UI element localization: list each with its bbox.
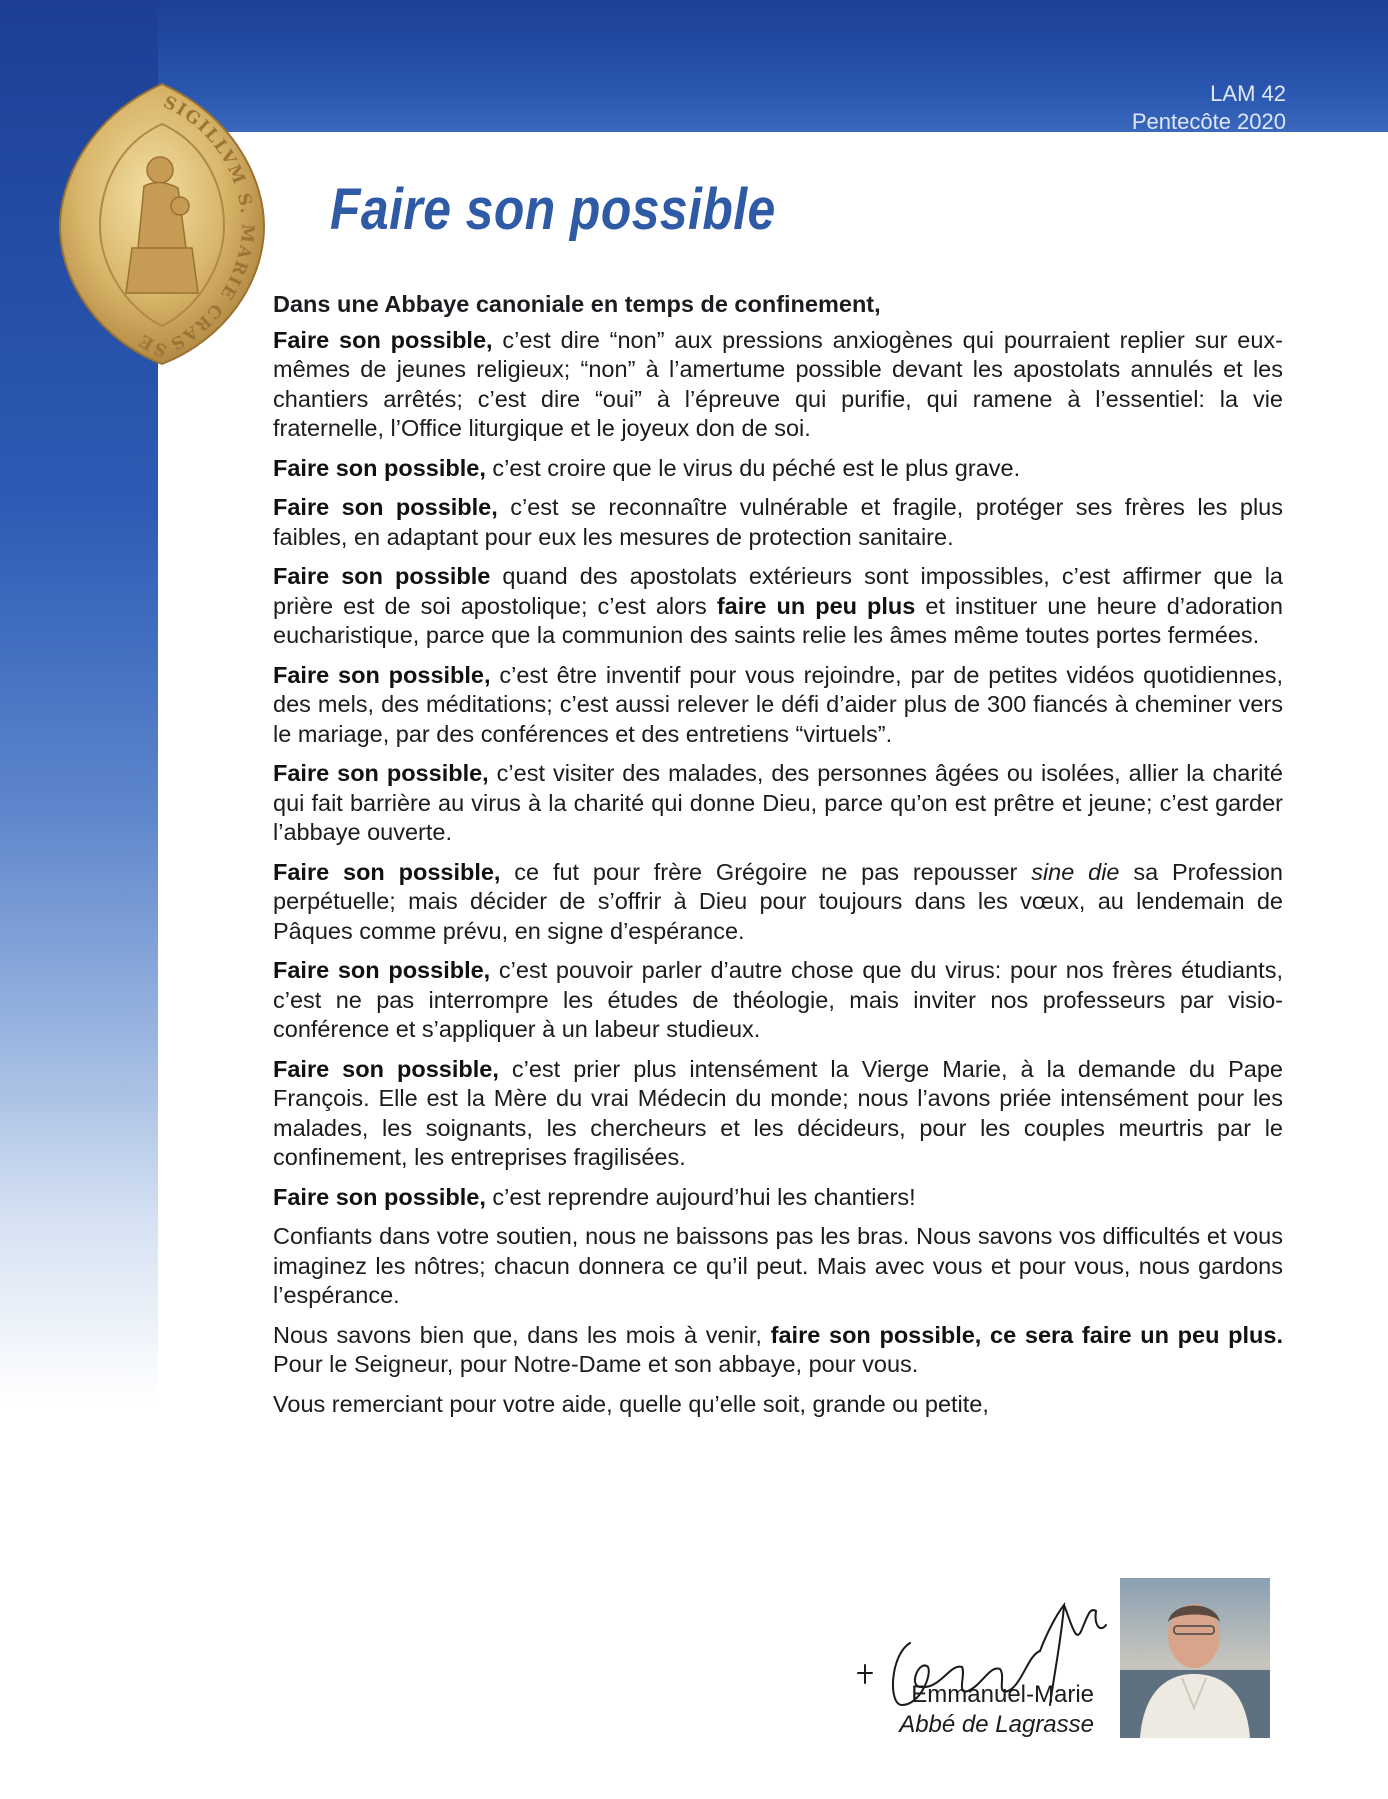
paragraph-lead: Faire son possible, xyxy=(273,661,491,688)
page-title: Faire son possible xyxy=(330,177,776,242)
issue-info xyxy=(1132,80,1286,136)
paragraph-emphasis: faire son possible, ce sera faire un peu plus. xyxy=(770,1321,1283,1348)
paragraph-text: Nous savons bien que, dans les mois à venir, xyxy=(273,1321,771,1348)
abbot-portrait xyxy=(1120,1578,1270,1738)
paragraph-lead: Faire son possible, xyxy=(273,858,501,885)
paragraph-text: Confiants dans votre soutien, nous ne baissons pas les bras. Nous savons vos difficultés et vous imaginez les nôtres; chacun donnera ce qu’il peut. Mais avec vous et pour vous, nous gardons l’espérance. xyxy=(273,1223,1283,1308)
paragraph-text: c’est prier plus intensément la Vierge Marie, à la demande du Pape François. Elle est la Mère du vrai Médecin du monde; nous l’avons priée intensément pour les malades, les soignants, les chercheurs et les décideurs, pour les couples meurtris par le confinement, les entreprises fragilisées. xyxy=(273,1055,1283,1170)
paragraph-text: c’est croire que le virus du péché est le plus grave. xyxy=(485,454,1021,481)
paragraph-text-continued: Pour le Seigneur, pour Notre-Dame et son abbaye, pour vous. xyxy=(273,1351,919,1377)
paragraph-lead: Faire son possible xyxy=(273,563,491,589)
paragraph-text-continued: et instituer une heure d’adoration eucharistique, parce que la communion des saints relie les âmes même toutes portes fermées. xyxy=(273,592,1283,648)
letter-paragraph xyxy=(273,454,1283,484)
signer-role: Abbé de Lagrasse xyxy=(899,1711,1094,1738)
paragraph-text: c’est dire “non” aux pressions anxiogènes qui pourraient replier sur eux-mêmes de jeunes religieux; “non” à l’amertume possible devant les apostolats annulés et les chantiers arrêtés; c’est dire “oui” à l’épreuve qui purifie, qui ramene à l’essentiel: la vie fraternelle, l’Office liturgique et le joyeux don de soi. xyxy=(273,326,1283,441)
paragraph-text-continued: sa Profession perpétuelle; mais décider de s’offrir à Dieu pour toujours dans les vœux, au lendemain de Pâques comme prévu, en signe d’espérance. xyxy=(273,858,1284,944)
intro-line: Dans une Abbaye canoniale en temps de confinement, xyxy=(273,291,881,317)
letter-paragraph xyxy=(273,858,1283,947)
letter-body xyxy=(273,290,1283,1429)
letter-paragraph xyxy=(273,759,1283,848)
letter-paragraph xyxy=(273,326,1283,444)
signature-block xyxy=(899,1680,1094,1740)
letter-paragraph xyxy=(273,1390,1283,1420)
paragraph-text: c’est visiter des malades, des personnes âgées ou isolées, allier la charité qui fait barrière au virus à la charité qui donne Dieu, parce qu’on est prêtre et jeune; c’est garder l’abbaye ouverte. xyxy=(273,760,1283,845)
paragraph-text: c’est reprendre aujourd’hui les chantiers! xyxy=(485,1183,916,1210)
paragraph-text: c’est se reconnaître vulnérable et fragile, protéger ses frères les plus faibles, en adaptant pour eux les mesures de protection sanitaire. xyxy=(273,494,1283,550)
letter-paragraph xyxy=(273,1222,1283,1311)
paragraph-text: Vous remerciant pour votre aide, quelle qu’elle soit, grande ou petite, xyxy=(273,1390,989,1417)
paragraph-lead: Faire son possible, xyxy=(273,1183,486,1210)
letter-paragraph xyxy=(273,1183,1283,1213)
issue-date: Pentecôte 2020 xyxy=(1131,109,1286,134)
paragraph-lead: Faire son possible, xyxy=(273,326,493,353)
letter-paragraph xyxy=(273,1321,1283,1380)
paragraph-text: c’est être inventif pour vous rejoindre, par de petites vidéos quotidiennes, des mels, des méditations; c’est aussi relever le défi d’aider plus de 300 fiancés à cheminer vers le mariage, par des conférences et des entretiens “virtuels”. xyxy=(273,661,1283,747)
letter-paragraph xyxy=(273,956,1283,1045)
paragraph-emphasis: faire un peu plus xyxy=(716,592,916,619)
paragraph-lead: Faire son possible, xyxy=(273,1055,499,1082)
letter-paragraph xyxy=(273,1055,1283,1173)
issue-code: LAM 42 xyxy=(1210,81,1286,106)
letter-paragraph xyxy=(273,493,1283,552)
paragraph-lead: Faire son possible, xyxy=(273,957,491,983)
seal-inscription: SIGILLVM S. MARIE CRASSE xyxy=(134,92,258,361)
paragraph-text: c’est pouvoir parler d’autre chose que du virus: pour nos frères étudiants, c’est ne pas interrompre les études de théologie, mais inviter nos professeurs par visio-conférence et s’appliquer à un labeur studieux. xyxy=(273,957,1283,1042)
paragraph-text: ce fut pour frère Grégoire ne pas repousser xyxy=(500,858,1032,885)
paragraph-lead: Faire son possible, xyxy=(273,454,486,481)
abbey-seal-icon xyxy=(52,78,272,368)
paragraph-lead: Faire son possible, xyxy=(273,494,498,520)
letter-paragraph xyxy=(273,661,1283,750)
signer-name: Emmanuel-Marie xyxy=(911,1681,1094,1708)
paragraph-text: quand des apostolats extérieurs sont impossibles, c’est affirmer que la prière est de soi apostolique; c’est alors xyxy=(273,563,1283,619)
letter-paragraph xyxy=(273,562,1283,651)
paragraph-italic: sine die xyxy=(1031,858,1120,885)
paragraph-lead: Faire son possible, xyxy=(273,760,489,786)
